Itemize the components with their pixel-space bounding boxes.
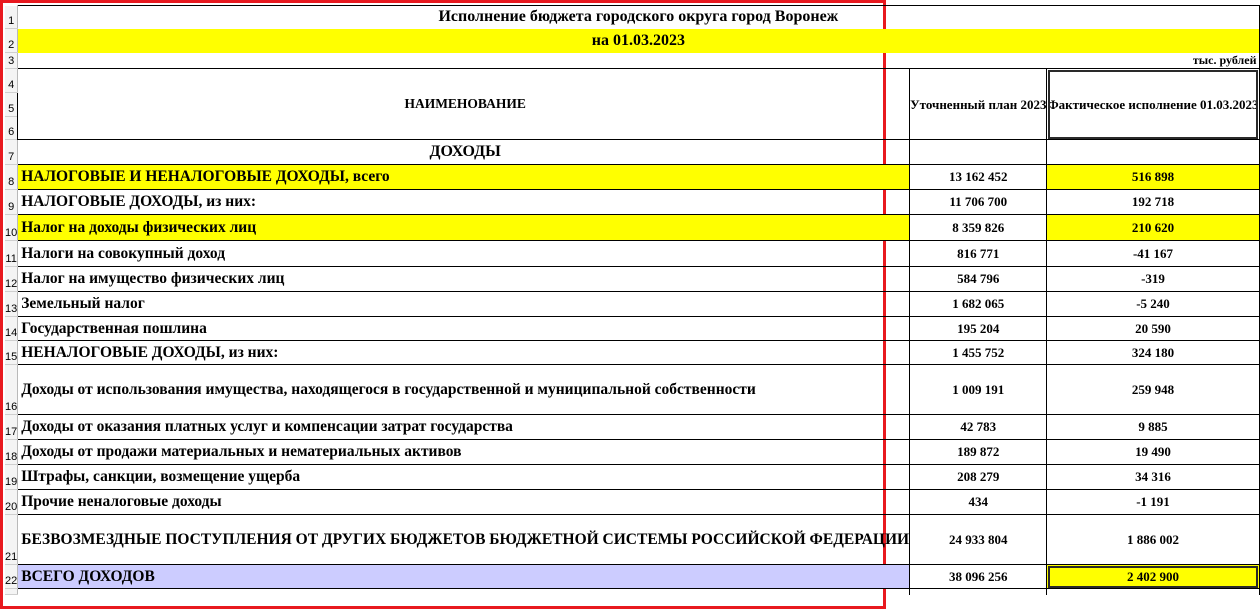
row-fact-cell[interactable]: 19 490 bbox=[1047, 440, 1259, 465]
row-header[interactable]: 6 bbox=[5, 117, 18, 140]
row-header[interactable]: 16 bbox=[5, 365, 18, 415]
row-plan-cell[interactable]: 584 796 bbox=[910, 267, 1047, 292]
row-header[interactable]: 9 bbox=[5, 190, 18, 215]
section-title[interactable]: ДОХОДЫ bbox=[18, 140, 910, 165]
table-row bbox=[5, 415, 1259, 440]
row-plan-cell[interactable]: 8 359 826 bbox=[910, 215, 1047, 241]
row-header[interactable]: 2 bbox=[5, 29, 18, 53]
row-name-cell[interactable]: Штрафы, санкции, возмещение ущерба bbox=[18, 465, 910, 490]
row-header[interactable]: 7 bbox=[5, 140, 18, 165]
row-name-cell[interactable]: Налоги на совокупный доход bbox=[18, 241, 910, 267]
row-header[interactable]: 8 bbox=[5, 165, 18, 190]
row-header[interactable]: 20 bbox=[5, 490, 18, 515]
sheet-date[interactable]: на 01.03.2023 bbox=[18, 29, 1259, 53]
row-name-cell[interactable]: Доходы от продажи материальных и нематериальных активов bbox=[18, 440, 910, 465]
row-header[interactable]: 14 bbox=[5, 317, 18, 341]
table-row bbox=[5, 190, 1259, 215]
row-plan-cell[interactable]: 42 783 bbox=[910, 415, 1047, 440]
row-plan-cell[interactable]: 13 162 452 bbox=[910, 165, 1047, 190]
total-row bbox=[5, 565, 1259, 589]
row-name-cell[interactable]: НАЛОГОВЫЕ ДОХОДЫ, из них: bbox=[18, 190, 910, 215]
row-name-cell[interactable]: БЕЗВОЗМЕЗДНЫЕ ПОСТУПЛЕНИЯ ОТ ДРУГИХ БЮДЖЕТОВ БЮДЖЕТНОЙ СИСТЕМЫ РОССИЙСКОЙ ФЕДЕРАЦИИ bbox=[18, 515, 910, 565]
row-plan-cell[interactable]: 816 771 bbox=[910, 241, 1047, 267]
row-plan-cell[interactable]: 195 204 bbox=[910, 317, 1047, 341]
row-header[interactable]: 19 bbox=[5, 465, 18, 490]
empty-cell[interactable] bbox=[18, 589, 910, 595]
row-name-cell[interactable]: Прочие неналоговые доходы bbox=[18, 490, 910, 515]
row-header[interactable]: 17 bbox=[5, 415, 18, 440]
row-fact-cell[interactable]: 1 886 002 bbox=[1047, 515, 1259, 565]
header-name-cell[interactable]: НАИМЕНОВАНИЕ bbox=[18, 69, 910, 140]
row-name-cell[interactable]: Доходы от оказания платных услуг и компенсации затрат государства bbox=[18, 415, 910, 440]
sheet-row bbox=[5, 29, 1259, 53]
empty-cell[interactable] bbox=[1047, 589, 1259, 595]
row-header[interactable] bbox=[5, 589, 18, 595]
row-header[interactable]: 13 bbox=[5, 292, 18, 317]
row-fact-cell[interactable]: 20 590 bbox=[1047, 317, 1259, 341]
row-plan-cell[interactable]: 434 bbox=[910, 490, 1047, 515]
row-name-cell[interactable]: Налог на доходы физических лиц bbox=[18, 215, 910, 241]
row-plan-cell[interactable]: 11 706 700 bbox=[910, 190, 1047, 215]
row-name-cell[interactable]: НАЛОГОВЫЕ И НЕНАЛОГОВЫЕ ДОХОДЫ, всего bbox=[18, 165, 910, 190]
row-fact-cell[interactable]: 324 180 bbox=[1047, 341, 1259, 365]
row-fact-cell[interactable]: -1 191 bbox=[1047, 490, 1259, 515]
table-row bbox=[5, 215, 1259, 241]
row-header[interactable]: 5 bbox=[5, 93, 18, 117]
row-header[interactable]: 11 bbox=[5, 241, 18, 267]
row-fact-cell[interactable]: -5 240 bbox=[1047, 292, 1259, 317]
sheet-row bbox=[5, 140, 1259, 165]
table-row bbox=[5, 365, 1259, 415]
unit-label[interactable]: тыс. рублей bbox=[18, 53, 1259, 69]
row-fact-cell[interactable]: 210 620 bbox=[1047, 215, 1259, 241]
row-header[interactable]: 4 bbox=[5, 69, 18, 93]
row-header[interactable]: 10 bbox=[5, 215, 18, 241]
empty-cell[interactable] bbox=[910, 140, 1047, 165]
table-row bbox=[5, 440, 1259, 465]
row-header[interactable]: 22 bbox=[5, 565, 18, 589]
table-row bbox=[5, 317, 1259, 341]
table-row bbox=[5, 292, 1259, 317]
sheet-row bbox=[5, 6, 1259, 29]
total-plan-cell[interactable]: 38 096 256 bbox=[910, 565, 1047, 589]
row-plan-cell[interactable]: 1 009 191 bbox=[910, 365, 1047, 415]
table-row bbox=[5, 267, 1259, 292]
row-name-cell[interactable]: Доходы от использования имущества, находящегося в государственной и муниципальной собственности bbox=[18, 365, 910, 415]
row-header[interactable]: 18 bbox=[5, 440, 18, 465]
header-fact-cell[interactable]: Фактическое исполнение 01.03.2023 bbox=[1047, 69, 1259, 140]
row-header[interactable]: 15 bbox=[5, 341, 18, 365]
row-fact-cell[interactable]: -41 167 bbox=[1047, 241, 1259, 267]
table-row bbox=[5, 165, 1259, 190]
table-row bbox=[5, 490, 1259, 515]
row-fact-cell[interactable]: 192 718 bbox=[1047, 190, 1259, 215]
row-plan-cell[interactable]: 1 682 065 bbox=[910, 292, 1047, 317]
spreadsheet-table bbox=[5, 5, 1260, 595]
row-name-cell[interactable]: НЕНАЛОГОВЫЕ ДОХОДЫ, из них: bbox=[18, 341, 910, 365]
sheet-title[interactable]: Исполнение бюджета городского округа город Воронеж bbox=[18, 6, 1259, 29]
row-fact-cell[interactable]: 34 316 bbox=[1047, 465, 1259, 490]
table-row bbox=[5, 465, 1259, 490]
row-header[interactable]: 1 bbox=[5, 6, 18, 29]
empty-cell[interactable] bbox=[1047, 140, 1259, 165]
sheet-row bbox=[5, 53, 1259, 69]
header-plan-cell[interactable]: Уточненный план 2023 bbox=[910, 69, 1047, 140]
sheet-row bbox=[5, 69, 1259, 93]
row-header[interactable]: 21 bbox=[5, 515, 18, 565]
row-plan-cell[interactable]: 208 279 bbox=[910, 465, 1047, 490]
sheet-row bbox=[5, 589, 1259, 595]
total-name-cell[interactable]: ВСЕГО ДОХОДОВ bbox=[18, 565, 910, 589]
row-fact-cell[interactable]: 9 885 bbox=[1047, 415, 1259, 440]
row-plan-cell[interactable]: 189 872 bbox=[910, 440, 1047, 465]
empty-cell[interactable] bbox=[910, 589, 1047, 595]
row-fact-cell[interactable]: 516 898 bbox=[1047, 165, 1259, 190]
table-row bbox=[5, 341, 1259, 365]
row-name-cell[interactable]: Государственная пошлина bbox=[18, 317, 910, 341]
row-name-cell[interactable]: Налог на имущество физических лиц bbox=[18, 267, 910, 292]
table-row bbox=[5, 515, 1259, 565]
table-row bbox=[5, 241, 1259, 267]
row-plan-cell[interactable]: 24 933 804 bbox=[910, 515, 1047, 565]
row-fact-cell[interactable]: -319 bbox=[1047, 267, 1259, 292]
row-name-cell[interactable]: Земельный налог bbox=[18, 292, 910, 317]
total-fact-cell[interactable]: 2 402 900 bbox=[1047, 565, 1259, 589]
row-header[interactable]: 3 bbox=[5, 53, 18, 69]
row-header[interactable]: 12 bbox=[5, 267, 18, 292]
row-fact-cell[interactable]: 259 948 bbox=[1047, 365, 1259, 415]
row-plan-cell[interactable]: 1 455 752 bbox=[910, 341, 1047, 365]
